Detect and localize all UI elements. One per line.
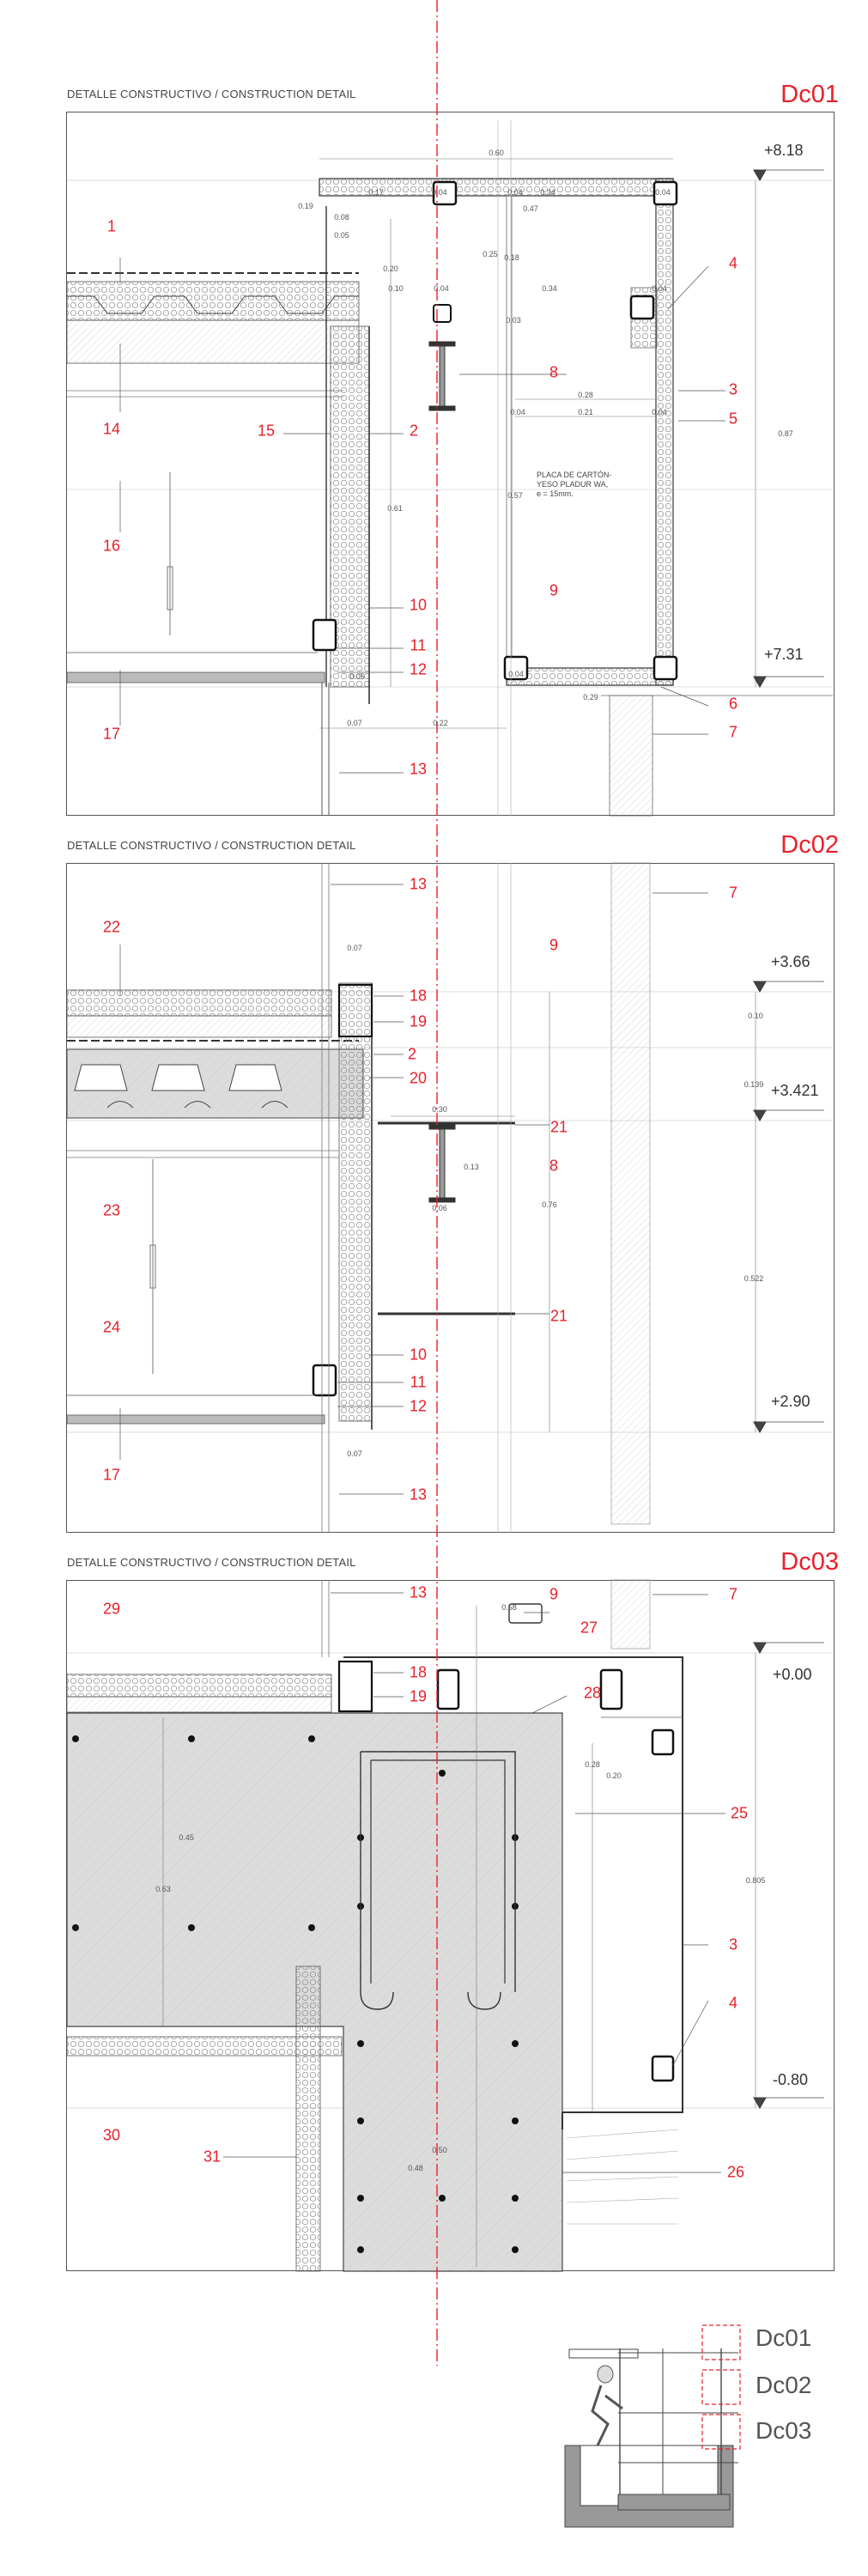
dimension: 0.60 xyxy=(489,149,504,157)
callout: 9 xyxy=(549,936,559,954)
panel-3-drawing xyxy=(67,1580,833,2271)
callout: 11 xyxy=(410,1373,427,1391)
callout: 15 xyxy=(257,422,276,440)
dimension: 0.20 xyxy=(383,264,398,273)
dimension: 0.04 xyxy=(508,670,524,678)
panel-title: DETALLE CONSTRUCTIVO / CONSTRUCTION DETAIL xyxy=(67,1556,356,1569)
callout: 17 xyxy=(102,1466,121,1484)
callout: 16 xyxy=(102,537,121,555)
dimension: 0.04 xyxy=(655,188,671,197)
callout: 11 xyxy=(410,636,427,654)
callout: 26 xyxy=(726,2163,745,2181)
dimension: 0.19 xyxy=(298,202,313,210)
dimension: 0.57 xyxy=(507,491,523,500)
panel-2-drawing xyxy=(67,863,833,1533)
callout: 13 xyxy=(409,1583,428,1601)
callout: 19 xyxy=(409,1687,428,1705)
dimension: 0.18 xyxy=(504,253,519,262)
level-label: -0.80 xyxy=(773,2071,809,2088)
dimension: 0.21 xyxy=(578,408,593,416)
callout: 9 xyxy=(549,581,559,599)
dimension: 0.07 xyxy=(347,944,362,952)
dimension: 0.10 xyxy=(388,284,404,293)
dimension: 0.28 xyxy=(585,1760,600,1769)
callout: 7 xyxy=(728,723,738,741)
dimension: 0.10 xyxy=(748,1012,763,1020)
dimension: 0.34 xyxy=(540,188,555,197)
level-label: +3.66 xyxy=(771,953,810,970)
dimension: 0.76 xyxy=(542,1200,557,1209)
callout: 12 xyxy=(409,660,428,678)
dimension: 0.50 xyxy=(432,2146,447,2154)
dimension: 0.522 xyxy=(744,1274,764,1283)
dimension: 0.04 xyxy=(510,408,525,416)
callout: 21 xyxy=(549,1307,568,1325)
callout: 14 xyxy=(102,420,121,438)
callout: 19 xyxy=(409,1012,428,1030)
callout: 30 xyxy=(102,2126,121,2144)
callout: 1 xyxy=(106,217,117,235)
callout: 20 xyxy=(409,1069,428,1087)
dimension: 0.06 xyxy=(432,1204,447,1212)
level-label: +8.18 xyxy=(764,142,804,159)
dimension: 0.139 xyxy=(744,1080,764,1089)
dimension: 0.34 xyxy=(542,284,557,293)
callout: 18 xyxy=(409,1663,428,1681)
dimension: 0.04 xyxy=(652,284,667,293)
dimension: 0.17 xyxy=(368,188,384,197)
callout: 8 xyxy=(549,363,559,381)
callout: 13 xyxy=(409,760,428,778)
panel-title: DETALLE CONSTRUCTIVO / CONSTRUCTION DETAIL xyxy=(67,88,356,100)
callout: 6 xyxy=(728,695,738,713)
dimension: 0.05 xyxy=(334,231,349,240)
level-label: +2.90 xyxy=(771,1393,810,1410)
level-label: +7.31 xyxy=(764,646,804,663)
callout: 3 xyxy=(728,1935,738,1953)
dimension: 0.05 xyxy=(349,672,365,681)
callout: 8 xyxy=(549,1157,559,1175)
dimension: 0.13 xyxy=(464,1163,479,1171)
key-plan-drawing xyxy=(565,2325,740,2527)
callout: 4 xyxy=(728,254,738,272)
dimension: 0.25 xyxy=(483,250,498,258)
dimension: 0.04 xyxy=(432,188,447,197)
key-plan-label: Dc03 xyxy=(756,2417,812,2444)
callout: 13 xyxy=(409,1485,428,1504)
callout: 10 xyxy=(409,596,428,614)
callout: 18 xyxy=(409,987,428,1005)
callout: 4 xyxy=(728,1994,738,2012)
panel-code: Dc03 xyxy=(780,1548,839,1576)
panel-title: DETALLE CONSTRUCTIVO / CONSTRUCTION DETAIL xyxy=(67,839,356,852)
panel-1-drawing xyxy=(67,120,833,816)
callout: 25 xyxy=(730,1804,749,1822)
dimension: 0.45 xyxy=(179,1833,194,1842)
dimension: 0.87 xyxy=(778,429,793,438)
callout: 10 xyxy=(409,1346,428,1364)
dimension: 0.04 xyxy=(652,408,667,416)
panel-code: Dc02 xyxy=(780,831,839,859)
callout: 7 xyxy=(728,1585,738,1603)
dimension: 0.29 xyxy=(583,693,598,702)
callout: 3 xyxy=(728,380,738,398)
callout: 29 xyxy=(102,1600,121,1618)
key-plan-label: Dc01 xyxy=(756,2324,812,2351)
callout: 9 xyxy=(549,1585,559,1603)
key-plan-label: Dc02 xyxy=(756,2372,812,2398)
dimension: 0.58 xyxy=(501,1603,517,1612)
dimension: 0.28 xyxy=(578,391,593,399)
callout: 22 xyxy=(102,918,121,936)
dimension: 0.04 xyxy=(507,188,523,197)
dimension: 0.63 xyxy=(155,1885,171,1893)
callout: 24 xyxy=(102,1318,121,1336)
dimension: 0.03 xyxy=(506,316,521,325)
callout: 13 xyxy=(409,875,428,893)
dimension: 0.08 xyxy=(334,213,349,222)
callout: 2 xyxy=(409,422,419,440)
dimension: 0.48 xyxy=(408,2164,423,2172)
dimension: 0.07 xyxy=(347,719,362,727)
level-label: +0.00 xyxy=(773,1666,812,1683)
dimension: 0.30 xyxy=(432,1105,447,1114)
dimension: 0.22 xyxy=(433,719,448,727)
material-note: PLACA DE CARTÓN- YESO PLADUR WA, e = 15mm. xyxy=(537,471,612,498)
callout: 31 xyxy=(203,2148,222,2166)
callout: 7 xyxy=(728,884,738,902)
callout: 21 xyxy=(549,1118,568,1136)
panel-code: Dc01 xyxy=(780,81,839,108)
dimension: 0.07 xyxy=(347,1449,362,1458)
dimension: 0.805 xyxy=(745,1876,766,1885)
callout: 28 xyxy=(583,1684,602,1702)
callout: 2 xyxy=(407,1045,417,1063)
level-label: +3.421 xyxy=(771,1082,819,1099)
callout: 5 xyxy=(728,410,738,428)
callout: 23 xyxy=(102,1201,121,1219)
dimension: 0.20 xyxy=(606,1771,622,1780)
callout: 17 xyxy=(102,725,121,743)
dimension: 0.04 xyxy=(434,284,449,293)
callout: 27 xyxy=(580,1619,598,1637)
dimension: 0.61 xyxy=(387,504,403,513)
dimension: 0.47 xyxy=(523,204,538,213)
callout: 12 xyxy=(409,1397,428,1415)
